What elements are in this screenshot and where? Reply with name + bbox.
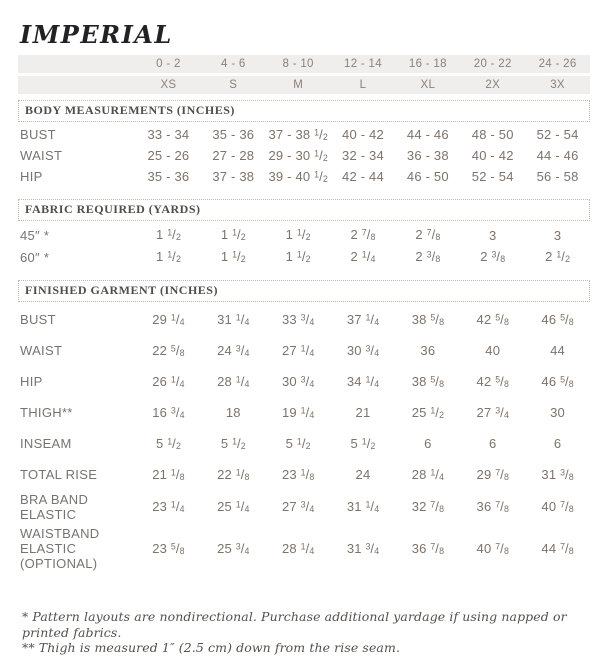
row-label: BUST bbox=[20, 127, 56, 142]
value-cell: 42 $^5/_8$ bbox=[476, 373, 509, 390]
value-cell: 31 $^3/_4$ bbox=[346, 540, 380, 557]
row-label: HIP bbox=[20, 169, 43, 184]
value-cell: 1 $^1/_2$ bbox=[285, 227, 311, 243]
value-cell: 44 - 46 bbox=[406, 127, 449, 142]
value-cell: 42 - 44 bbox=[342, 169, 384, 184]
value-cell: 2 $^3/_8$ bbox=[415, 249, 441, 265]
table-row bbox=[18, 224, 590, 246]
value-cell: 30 $^3/_4$ bbox=[346, 342, 380, 359]
row-label: TOTAL RISE bbox=[20, 467, 98, 482]
value-cell: 31 $^1/_4$ bbox=[217, 311, 250, 328]
value-cell: 35 - 36 bbox=[147, 169, 190, 184]
table-sections bbox=[18, 100, 590, 573]
value-cell: 2 $^7/_8$ bbox=[415, 227, 441, 243]
column-size-header: L bbox=[359, 79, 367, 91]
value-cell: 30 $^3/_4$ bbox=[281, 373, 315, 390]
value-cell: 56 - 58 bbox=[536, 169, 579, 184]
row-label: 60″ * bbox=[20, 249, 50, 265]
table-row bbox=[18, 459, 590, 490]
table-row bbox=[18, 428, 590, 459]
value-cell: 33 - 34 bbox=[147, 127, 190, 142]
value-cell: 2 $^7/_8$ bbox=[350, 227, 376, 243]
table-row bbox=[18, 490, 590, 524]
value-cell: 39 - 40 $^1/_2$ bbox=[268, 168, 328, 185]
column-range-header: 4 - 6 bbox=[221, 58, 246, 70]
value-cell: 27 $^3/_4$ bbox=[476, 404, 509, 421]
value-cell: 30 bbox=[550, 405, 565, 420]
column-range-header: 20 - 22 bbox=[473, 58, 512, 70]
value-cell: 5 $^1/_2$ bbox=[285, 435, 311, 452]
value-cell: 21 bbox=[355, 405, 371, 420]
column-range-header: 12 - 14 bbox=[344, 58, 382, 70]
value-cell: 36 $^7/_8$ bbox=[476, 499, 509, 515]
value-cell: 36 - 38 bbox=[406, 148, 449, 163]
value-cell: 19 $^1/_4$ bbox=[281, 404, 315, 421]
value-cell: 31 $^3/_8$ bbox=[541, 466, 574, 483]
value-cell: 40 - 42 bbox=[342, 127, 384, 142]
value-cell: 5 $^1/_2$ bbox=[155, 435, 181, 452]
value-cell: 44 bbox=[550, 343, 565, 358]
table-row bbox=[18, 246, 590, 268]
row-label: WAIST bbox=[20, 343, 63, 358]
column-size-header: XS bbox=[160, 79, 177, 91]
value-cell: 52 - 54 bbox=[536, 127, 579, 142]
value-cell: 29 $^7/_8$ bbox=[476, 466, 509, 483]
section-heading: FINISHED GARMENT (INCHES) bbox=[18, 280, 590, 302]
column-size-header: M bbox=[293, 79, 304, 91]
value-cell: 44 - 46 bbox=[536, 148, 579, 163]
value-cell: 23 $^5/_8$ bbox=[152, 540, 185, 557]
value-cell: 37 - 38 bbox=[212, 169, 255, 184]
value-cell: 1 $^1/_2$ bbox=[220, 227, 246, 243]
value-cell: 3 bbox=[553, 227, 562, 243]
row-label: WAISTBAND ELASTIC (OPTIONAL) bbox=[20, 526, 100, 571]
value-cell: 6 bbox=[488, 436, 497, 451]
value-cell: 32 - 34 bbox=[342, 148, 384, 163]
value-cell: 27 $^3/_4$ bbox=[281, 499, 315, 515]
value-cell: 25 $^3/_4$ bbox=[217, 540, 250, 557]
value-cell: 6 bbox=[553, 436, 562, 451]
value-cell: 5 $^1/_2$ bbox=[350, 435, 376, 452]
value-cell: 24 bbox=[355, 467, 371, 482]
row-label: 45″ * bbox=[20, 227, 50, 243]
value-cell: 33 $^3/_4$ bbox=[281, 311, 315, 328]
value-cell: 24 $^3/_4$ bbox=[217, 342, 250, 359]
value-cell: 48 - 50 bbox=[471, 127, 514, 142]
value-cell: 21 $^1/_8$ bbox=[152, 466, 185, 483]
value-cell: 44 $^7/_8$ bbox=[541, 540, 574, 557]
value-cell: 36 $^7/_8$ bbox=[411, 540, 445, 557]
value-cell: 40 $^7/_8$ bbox=[476, 540, 509, 557]
value-cell: 22 $^1/_8$ bbox=[217, 466, 250, 483]
section-rows bbox=[18, 221, 590, 268]
value-cell: 25 - 26 bbox=[147, 148, 190, 163]
section-rows bbox=[18, 122, 590, 187]
value-cell: 34 $^1/_4$ bbox=[346, 373, 380, 390]
column-size-header: XL bbox=[420, 79, 436, 91]
value-cell: 2 $^1/_4$ bbox=[350, 249, 376, 265]
row-label: BUST bbox=[20, 312, 56, 327]
size-range-header-row bbox=[18, 55, 590, 73]
row-label: BRA BAND ELASTIC bbox=[20, 492, 89, 522]
value-cell: 37 $^1/_4$ bbox=[346, 311, 380, 328]
value-cell: 27 - 28 bbox=[212, 148, 255, 163]
table-row bbox=[18, 166, 590, 187]
value-cell: 40 bbox=[485, 343, 501, 358]
value-cell: 3 bbox=[488, 227, 497, 243]
value-cell: 16 $^3/_4$ bbox=[152, 404, 185, 421]
column-range-header: 24 - 26 bbox=[538, 58, 577, 70]
value-cell: 5 $^1/_2$ bbox=[220, 435, 246, 452]
table-section bbox=[18, 280, 590, 573]
table-row bbox=[18, 335, 590, 366]
value-cell: 36 bbox=[420, 343, 436, 358]
value-cell: 2 $^1/_2$ bbox=[545, 249, 571, 265]
size-letter-header-row bbox=[18, 76, 590, 94]
row-label: HIP bbox=[20, 374, 43, 389]
value-cell: 27 $^1/_4$ bbox=[281, 342, 315, 359]
value-cell: 1 $^1/_2$ bbox=[220, 249, 246, 265]
column-range-header: 0 - 2 bbox=[156, 58, 181, 70]
value-cell: 29 $^1/_4$ bbox=[152, 311, 185, 328]
row-label: WAIST bbox=[20, 148, 63, 163]
value-cell: 22 $^5/_8$ bbox=[152, 342, 185, 359]
page-title: IMPERIAL bbox=[20, 20, 173, 49]
column-range-header: 8 - 10 bbox=[282, 58, 314, 70]
value-cell: 46 - 50 bbox=[406, 169, 449, 184]
column-size-header: 2X bbox=[485, 79, 501, 91]
value-cell: 52 - 54 bbox=[471, 169, 514, 184]
value-cell: 28 $^1/_4$ bbox=[411, 466, 445, 483]
size-chart-table bbox=[18, 55, 590, 573]
value-cell: 29 - 30 $^1/_2$ bbox=[268, 147, 328, 164]
value-cell: 32 $^7/_8$ bbox=[411, 499, 445, 515]
value-cell: 38 $^5/_8$ bbox=[411, 311, 445, 328]
value-cell: 18 bbox=[225, 405, 241, 420]
value-cell: 40 $^7/_8$ bbox=[541, 499, 574, 515]
value-cell: 25 $^1/_4$ bbox=[217, 499, 250, 515]
value-cell: 40 - 42 bbox=[471, 148, 514, 163]
section-heading: BODY MEASUREMENTS (INCHES) bbox=[18, 100, 590, 122]
value-cell: 1 $^1/_2$ bbox=[155, 249, 181, 265]
table-section bbox=[18, 100, 590, 187]
table-row bbox=[18, 124, 590, 145]
column-size-header: 3X bbox=[550, 79, 565, 91]
table-row bbox=[18, 366, 590, 397]
row-label: THIGH** bbox=[20, 405, 73, 420]
value-cell: 46 $^5/_8$ bbox=[541, 311, 574, 328]
footnotes bbox=[18, 609, 590, 656]
value-cell: 26 $^1/_4$ bbox=[152, 373, 185, 390]
value-cell: 37 - 38 $^1/_2$ bbox=[268, 126, 328, 143]
table-row bbox=[18, 397, 590, 428]
footnote: ** Thigh is measured 1″ (2.5 cm) down from the rise seam. bbox=[22, 640, 401, 655]
section-rows bbox=[18, 302, 590, 573]
value-cell: 25 $^1/_2$ bbox=[411, 404, 445, 421]
column-size-header: S bbox=[229, 79, 238, 91]
table-row bbox=[18, 304, 590, 335]
table-section bbox=[18, 199, 590, 268]
value-cell: 6 bbox=[424, 436, 432, 451]
value-cell: 2 $^3/_8$ bbox=[480, 249, 506, 265]
value-cell: 38 $^5/_8$ bbox=[411, 373, 445, 390]
value-cell: 46 $^5/_8$ bbox=[541, 373, 574, 390]
value-cell: 1 $^1/_2$ bbox=[155, 227, 181, 243]
column-range-header: 16 - 18 bbox=[408, 58, 447, 70]
value-cell: 35 - 36 bbox=[212, 127, 255, 142]
table-row bbox=[18, 145, 590, 166]
value-cell: 28 $^1/_4$ bbox=[281, 540, 315, 557]
row-label: INSEAM bbox=[20, 436, 72, 451]
value-cell: 23 $^1/_8$ bbox=[281, 466, 315, 483]
value-cell: 31 $^1/_4$ bbox=[346, 499, 380, 515]
footnote: * Pattern layouts are nondirectional. Purchase additional yardage if using napped or printed fabrics. bbox=[22, 609, 567, 640]
section-heading: FABRIC REQUIRED (YARDS) bbox=[18, 199, 590, 221]
value-cell: 28 $^1/_4$ bbox=[217, 373, 250, 390]
value-cell: 42 $^5/_8$ bbox=[476, 311, 509, 328]
value-cell: 23 $^1/_4$ bbox=[152, 499, 185, 515]
table-row bbox=[18, 524, 590, 573]
value-cell: 1 $^1/_2$ bbox=[285, 249, 311, 265]
